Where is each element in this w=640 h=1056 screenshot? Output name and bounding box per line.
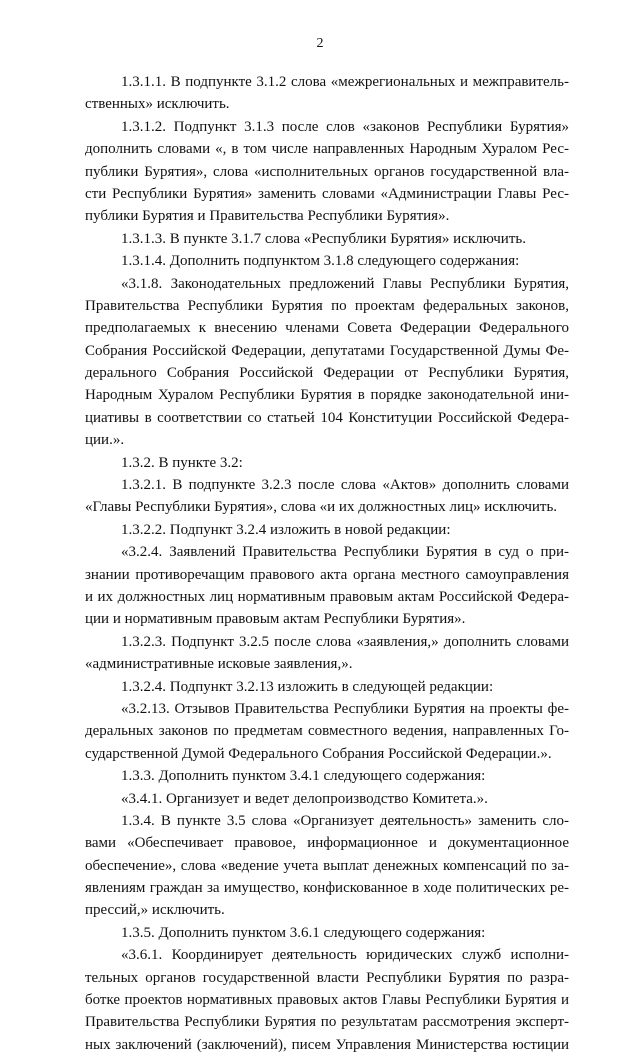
text-line: ботке проектов нормативных правовых актов Главы Республики Бурятия и <box>85 992 569 1009</box>
text-line: сти Республики Бурятия» заменить словами «Администрации Главы Рес- <box>85 185 569 202</box>
text-line: ственных» исключить. <box>85 96 230 113</box>
document-body <box>85 71 569 1056</box>
text-line: 1.3.5. Дополнить пунктом 3.6.1 следующего содержания: <box>121 924 486 941</box>
text-line: публики Бурятия и Правительства Республики Бурятия». <box>85 208 450 225</box>
text-line: 1.3.3. Дополнить пунктом 3.4.1 следующего содержания: <box>121 768 486 785</box>
text-line: предполагаемых к внесению членами Совета Федерации Федерального <box>85 320 569 337</box>
text-line: тельных органов государственной власти Республики Бурятия по разра- <box>85 969 569 986</box>
text-line: знании противоречащим правового акта органа местного самоуправления <box>85 566 569 583</box>
text-line: 1.3.1.3. В пункте 3.1.7 слова «Республики Бурятия» исключить. <box>121 230 526 247</box>
text-line: ции.». <box>85 432 125 449</box>
text-line: Народным Хуралом Республики Бурятия в порядке законодательной ини- <box>85 387 569 404</box>
text-line: вами «Обеспечивает правовое, информационное и документационное <box>85 835 569 852</box>
text-line: «3.4.1. Организует и ведет делопроизводство Комитета.». <box>121 790 488 807</box>
text-line: Собрания Российской Федерации, депутатами Государственной Думы Фе- <box>85 342 569 359</box>
text-line: 1.3.2.3. Подпункт 3.2.5 после слова «заявления,» дополнить словами <box>121 633 569 650</box>
text-line: и их должностных лиц нормативным правовым актам Российской Федера- <box>85 588 569 605</box>
text-line: «3.2.4. Заявлений Правительства Республики Бурятия в суд о при- <box>121 544 569 561</box>
text-line: «3.2.13. Отзывов Правительства Республики Бурятия на проекты фе- <box>121 700 569 717</box>
text-line: «3.6.1. Координирует деятельность юридических служб исполни- <box>121 947 569 964</box>
text-line: циативы в соответствии со статьей 104 Конституции Российской Федера- <box>85 409 569 426</box>
text-line: ных заключений (заключений), писем Управления Министерства юстиции <box>85 1036 569 1053</box>
page-number: 2 <box>316 36 324 51</box>
text-line: 1.3.1.4. Дополнить подпунктом 3.1.8 следующего содержания: <box>121 253 520 270</box>
text-line: «административные исковые заявления,». <box>85 656 353 673</box>
text-line: деральных законов по предметам совместного ведения, направленных Го- <box>85 723 569 740</box>
text-line: 1.3.2.1. В подпункте 3.2.3 после слова «Актов» дополнить словами <box>121 477 569 494</box>
text-line: дерального Собрания Российской Федерации от Республики Бурятия, <box>85 365 569 382</box>
text-line: Правительства Республики Бурятия по проектам федеральных законов, <box>85 297 569 314</box>
text-line: 1.3.2.4. Подпункт 3.2.13 изложить в следующей редакции: <box>121 678 494 695</box>
text-line: Правительства Республики Бурятия по результатам рассмотрения эксперт- <box>85 1014 569 1031</box>
text-line: прессий,» исключить. <box>85 902 225 919</box>
text-line: публики Бурятия», слова «исполнительных органов государственной вла- <box>85 163 569 180</box>
text-line: обеспечение», слова «ведение учета выплат денежных компенсаций по за- <box>85 857 569 874</box>
text-line: явлениям граждан за имущество, конфискованное в ходе политических ре- <box>85 880 569 897</box>
text-line: «Главы Республики Бурятия», слова «и их должностных лиц» исключить. <box>85 499 558 516</box>
text-line: 1.3.1.2. Подпункт 3.1.3 после слов «законов Республики Бурятия» <box>121 118 569 135</box>
text-line: 1.3.2.2. Подпункт 3.2.4 изложить в новой редакции: <box>121 521 451 538</box>
text-line: дополнить словами «, в том числе направленных Народным Хуралом Рес- <box>85 141 569 158</box>
text-line: 1.3.1.1. В подпункте 3.1.2 слова «межрегиональных и межправитель- <box>121 74 569 90</box>
text-line: «3.1.8. Законодательных предложений Главы Республики Бурятия, <box>121 275 569 292</box>
text-line: сударственной Думой Федерального Собрания Российской Федерации.». <box>85 745 552 762</box>
text-line: 1.3.4. В пункте 3.5 слова «Организует деятельность» заменить сло- <box>121 812 569 829</box>
text-line: 1.3.2. В пункте 3.2: <box>121 454 243 471</box>
text-line: ции и нормативным правовым актам Республики Бурятия». <box>85 611 466 628</box>
